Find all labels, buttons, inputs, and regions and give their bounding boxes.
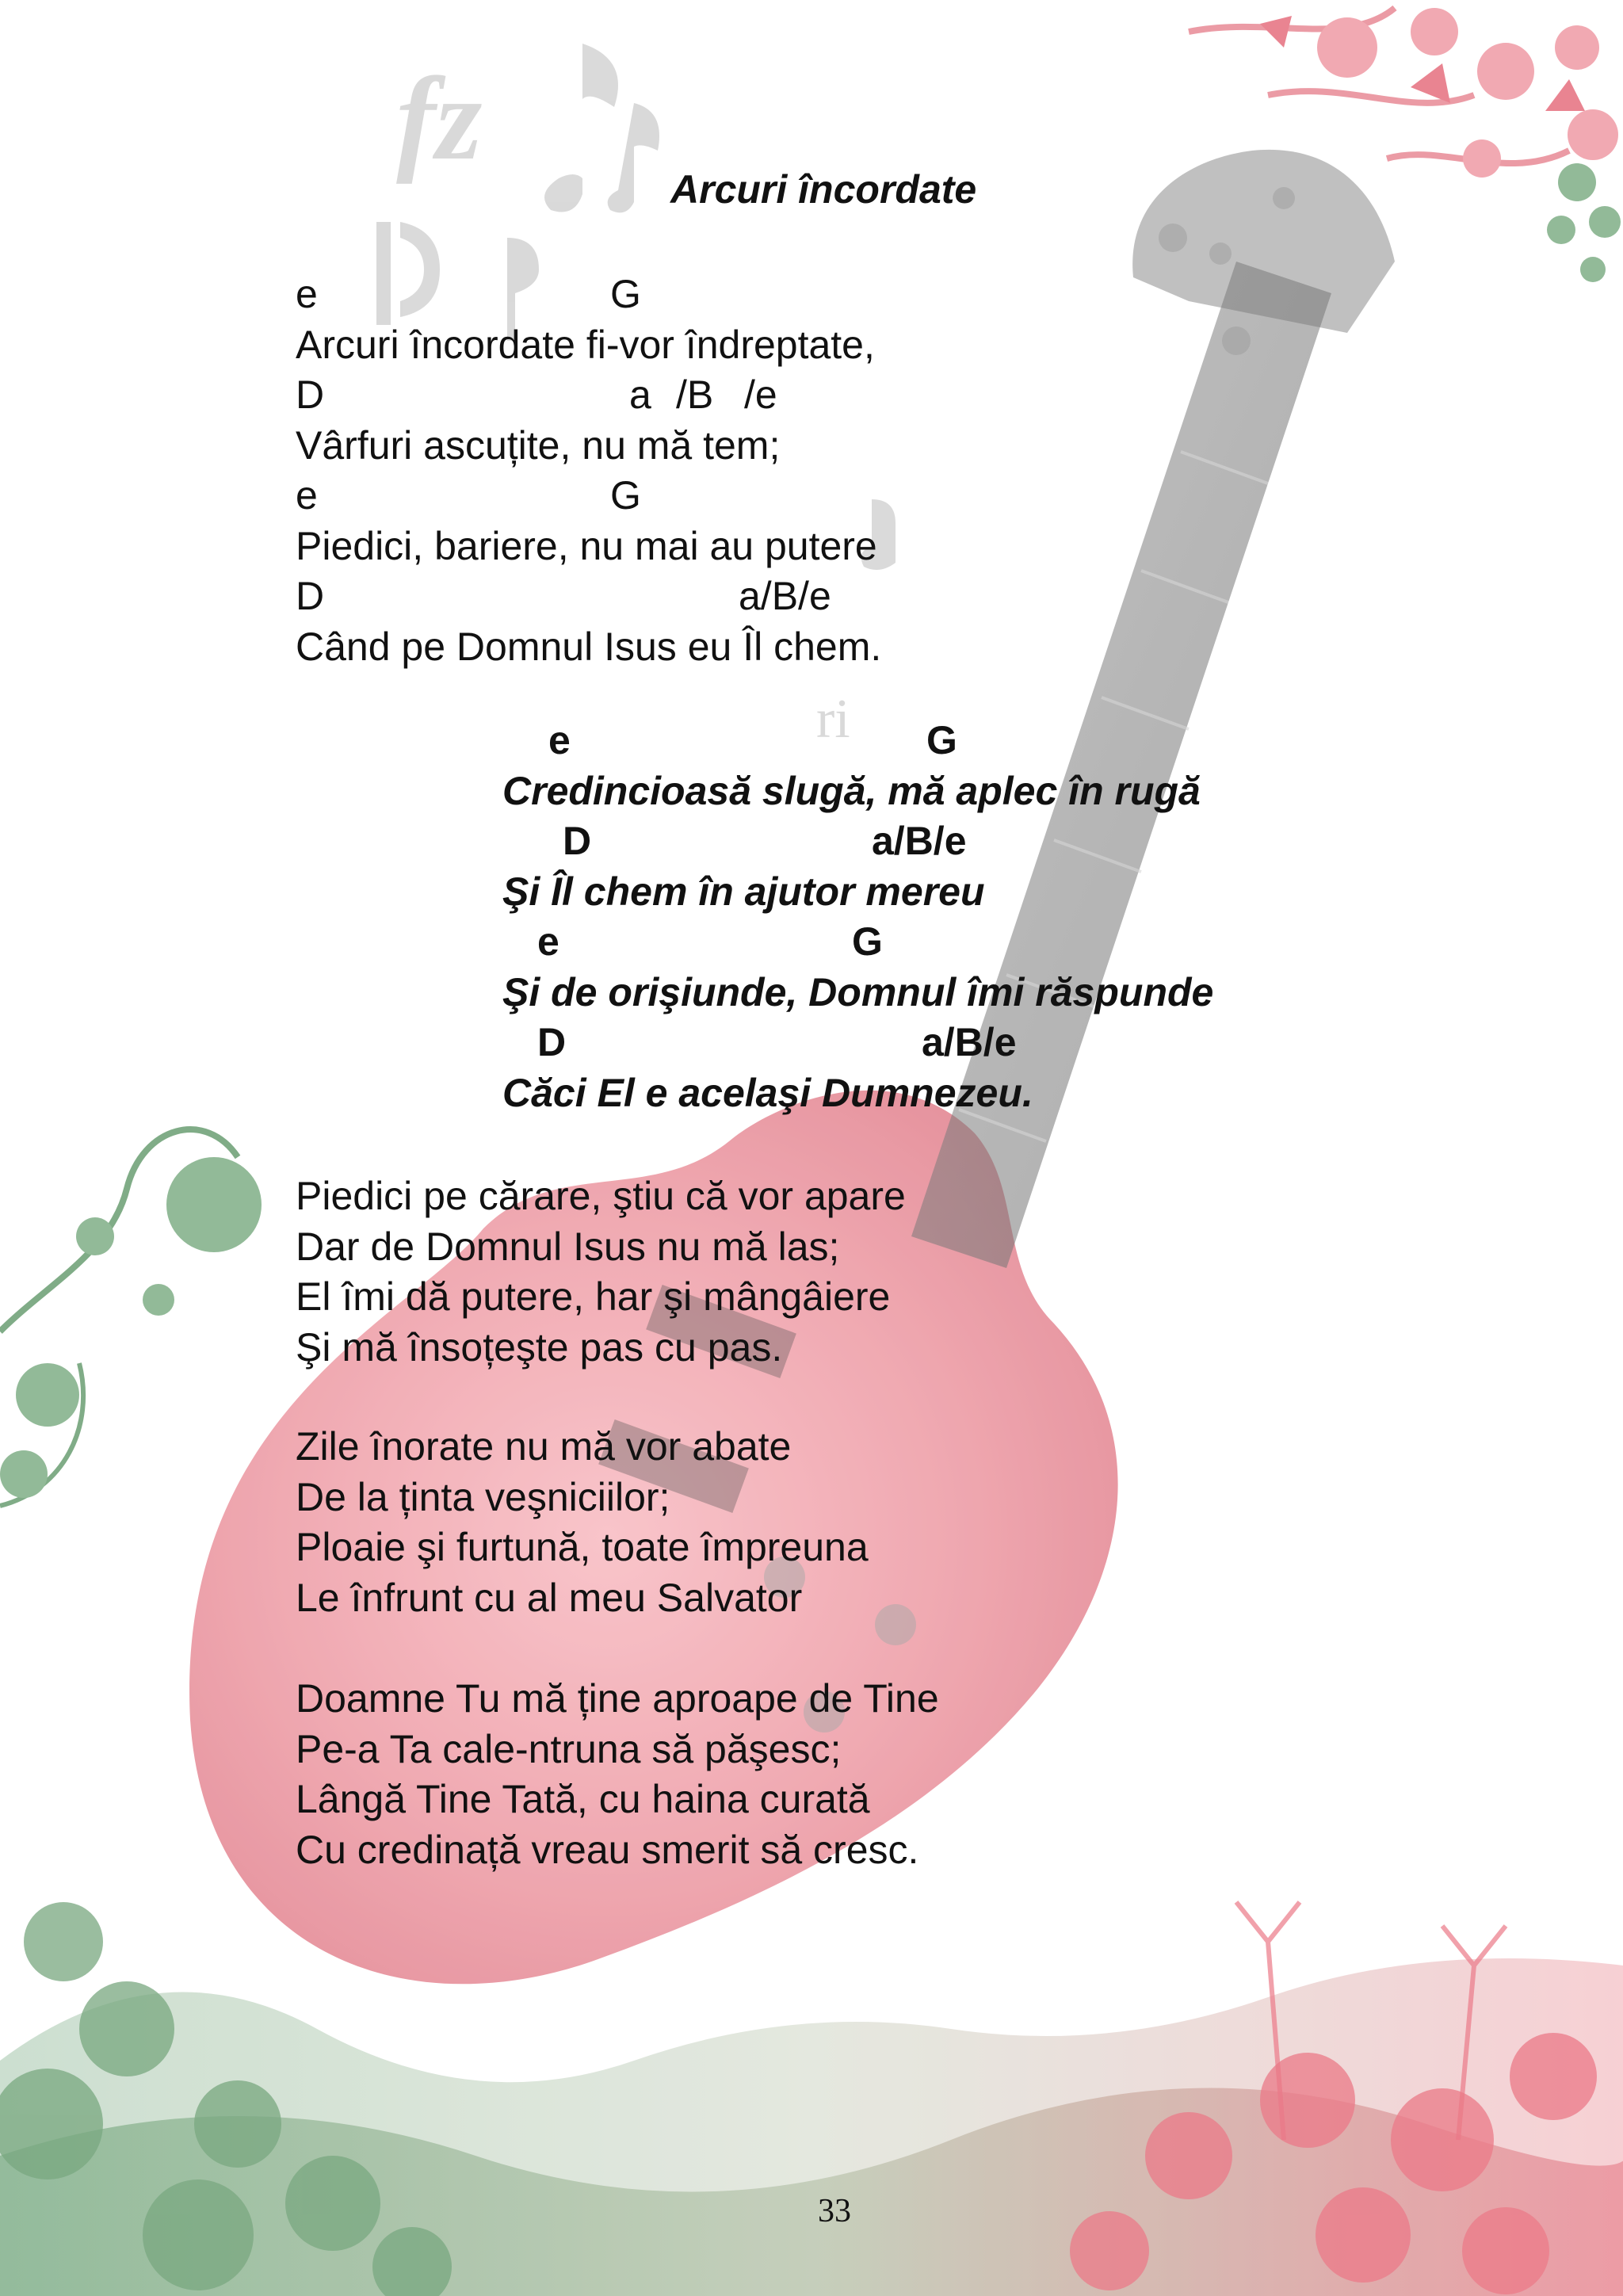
lyric-line: Lângă Tine Tată, cu haina curată — [296, 1777, 870, 1821]
chord: G — [926, 718, 957, 762]
lyric-line: De la ținta veşniciilor; — [296, 1474, 670, 1519]
lyric-line: Cu credinață vreau smerit să cresc. — [296, 1827, 919, 1872]
chord: D — [537, 1020, 567, 1064]
lyric-line: Vârfuri ascuțite, nu mă tem; — [296, 422, 781, 468]
chord-line — [502, 917, 1213, 968]
lyric-line: Arcuri încordate fi-vor îndreptate, — [296, 322, 875, 367]
lyric-line: Şi mă însoțeşte pas cu pas. — [296, 1324, 783, 1370]
chord: /e — [744, 372, 777, 417]
lyric-line: Căci El e acelaşi Dumnezeu. — [502, 1070, 1033, 1115]
chord: D — [563, 819, 592, 863]
chord: e — [296, 473, 318, 518]
chord-line — [502, 816, 1213, 867]
lyric-line: Piedici pe cărare, ştiu că vor apare — [296, 1174, 906, 1218]
chord-line — [502, 1018, 1213, 1068]
chord-line — [296, 471, 881, 521]
chord: e — [548, 718, 571, 762]
lyric-line: Pe-a Ta cale-ntruna să păşesc; — [296, 1726, 842, 1771]
chord: G — [610, 473, 641, 518]
chord: D — [296, 574, 325, 618]
chord-line — [296, 370, 881, 421]
verse-2 — [296, 1171, 906, 1373]
chord: D — [296, 372, 325, 417]
verse-4 — [296, 1674, 939, 1875]
chord-line — [502, 716, 1213, 766]
lyric-line: Zile înorate nu mă vor abate — [296, 1424, 792, 1469]
svg-text:fz: fz — [396, 53, 483, 185]
chord: e — [537, 919, 559, 964]
lyric-line: Şi Îl chem în ajutor mereu — [502, 869, 985, 914]
chord: G — [852, 919, 883, 964]
lyric-line: Şi de orişiunde, Domnul îmi răspunde — [502, 969, 1214, 1014]
page-number: 33 — [818, 2193, 851, 2229]
svg-text:ri: ri — [816, 689, 850, 750]
lyric-line: Ploaie şi furtună, toate împreuna — [296, 1525, 869, 1569]
verse-3 — [296, 1422, 869, 1623]
chord-line — [296, 571, 881, 622]
chord: a/B/e — [872, 819, 967, 863]
lyric-line: Doamne Tu mă ține aproape de Tine — [296, 1676, 939, 1721]
chord: e — [296, 272, 318, 316]
chord: G — [610, 272, 641, 316]
lyric-line: Le înfrunt cu al meu Salvator — [296, 1575, 803, 1620]
chord: a — [629, 372, 651, 417]
chord-line — [296, 269, 881, 320]
chord: /B — [676, 372, 714, 417]
lyric-line: Piedici, bariere, nu mai au putere — [296, 523, 877, 568]
lyric-line: Când pe Domnul Isus eu Îl chem. — [296, 624, 882, 669]
lyric-line: El îmi dă putere, har şi mângâiere — [296, 1274, 891, 1319]
verse-1 — [296, 269, 881, 672]
lyric-line: Credincioasă slugă, mă aplec în rugă — [502, 768, 1201, 813]
chord: a/B/e — [922, 1020, 1017, 1064]
chord: a/B/e — [739, 574, 831, 618]
lyric-line: Dar de Domnul Isus nu mă las; — [296, 1224, 840, 1269]
chorus — [502, 716, 1213, 1118]
song-title: Arcuri încordate — [670, 167, 977, 212]
